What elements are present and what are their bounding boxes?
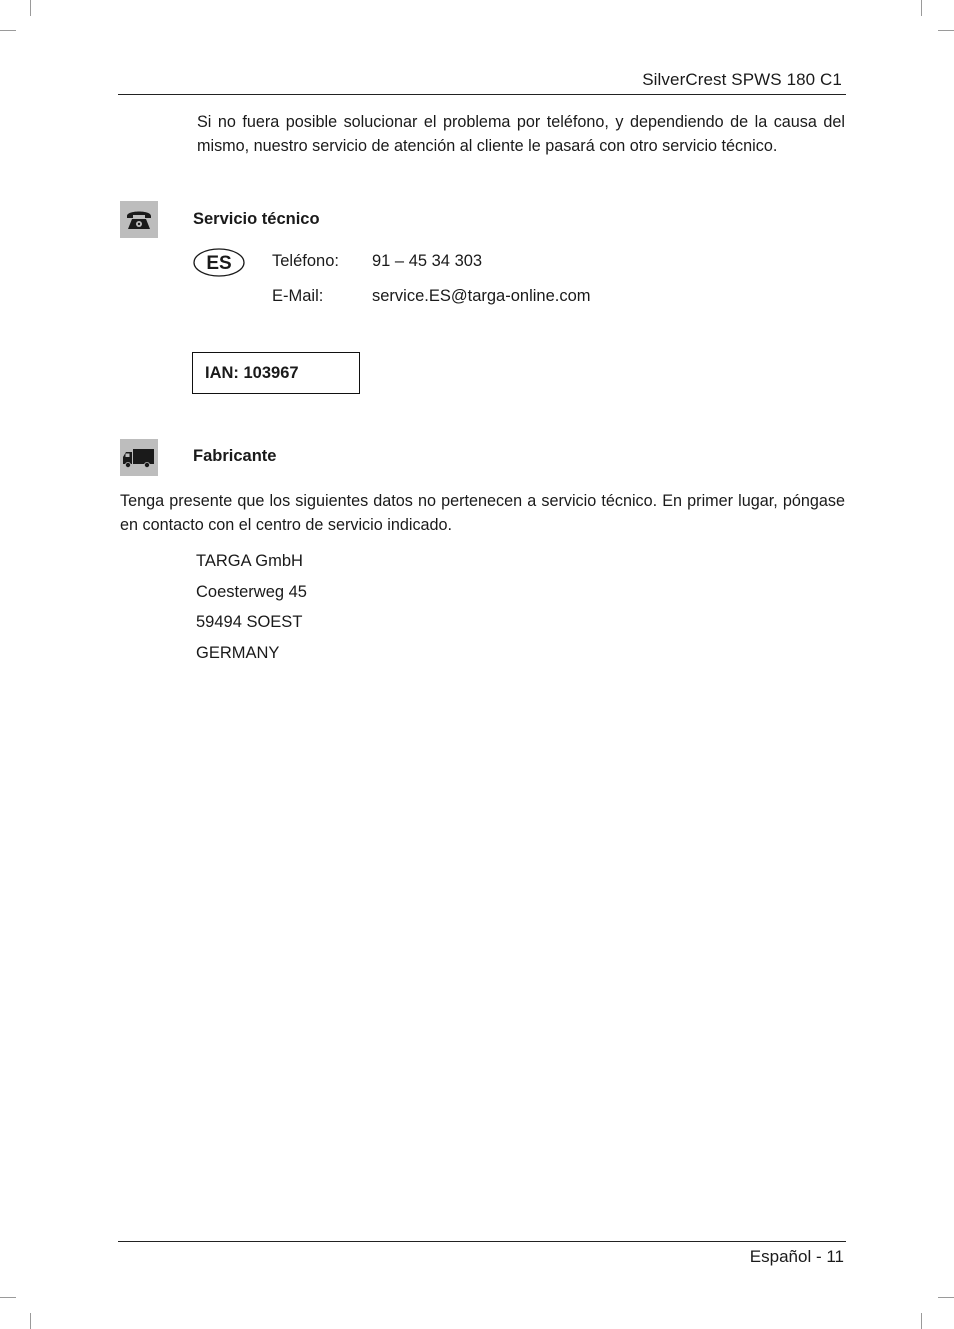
crop-mark: [30, 0, 31, 16]
crop-mark: [0, 1297, 16, 1298]
crop-mark: [938, 1297, 954, 1298]
address-line: 59494 SOEST: [196, 613, 303, 631]
ian-box: [192, 352, 360, 394]
manufacturer-heading: Fabricante: [193, 447, 277, 465]
email-label: E-Mail:: [272, 287, 324, 305]
email-address[interactable]: service.ES@targa-online.com: [372, 287, 591, 305]
crop-mark: [921, 1313, 922, 1329]
truck-icon: [120, 439, 158, 476]
phone-label: Teléfono:: [272, 252, 339, 270]
running-header: SilverCrest SPWS 180 C1: [642, 70, 842, 89]
crop-mark: [30, 1313, 31, 1329]
address-line: Coesterweg 45: [196, 583, 307, 601]
footer-rule: [118, 1241, 846, 1242]
phone-number: 91 – 45 34 303: [372, 252, 483, 270]
country-badge-label: ES: [206, 253, 232, 274]
crop-mark: [921, 0, 922, 16]
header-rule: [118, 94, 846, 95]
intro-paragraph: Si no fuera posible solucionar el problema por teléfono, y dependiendo de la causa del mismo, nuestro servicio de atención al cliente le pasará con otro servicio técnico.: [197, 113, 845, 155]
address-line: TARGA GmbH: [196, 552, 303, 570]
crop-mark: [938, 30, 954, 31]
telephone-icon: [120, 201, 158, 238]
manufacturer-note: Tenga presente que los siguientes datos no pertenecen a servicio técnico. En primer lugar, póngase en contacto con el centro de servicio indicado.: [120, 492, 845, 534]
ian-number: IAN: 103967: [205, 364, 299, 382]
address-line: GERMANY: [196, 644, 280, 662]
service-heading: Servicio técnico: [193, 210, 320, 228]
country-badge: [193, 248, 245, 277]
crop-mark: [0, 30, 16, 31]
page-number: Español - 11: [749, 1247, 844, 1266]
